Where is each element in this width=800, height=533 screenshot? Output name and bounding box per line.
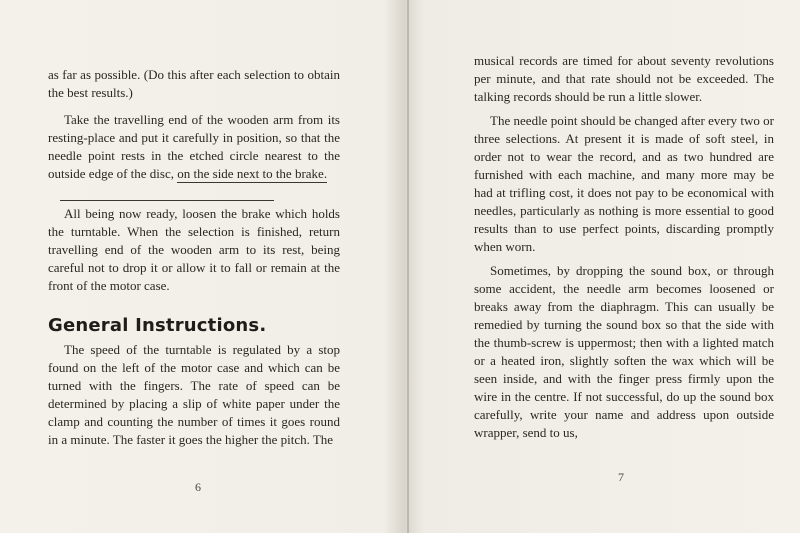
left-paragraph-2-text: Take the travelling end of the wooden arm from its resting-place and put it carefully in position, so that the needle point rests in the etched circle nearest to the outside edge of the disc,	[48, 112, 340, 181]
right-page-text	[474, 52, 774, 442]
book-gutter	[407, 0, 409, 533]
right-paragraph-1: musical records are timed for about seventy revolutions per minute, and that rate should not be exceeded. The talking records should be run a little slower.	[474, 53, 774, 104]
left-page-text	[48, 66, 340, 183]
left-paragraph-2	[48, 111, 340, 183]
general-instructions-heading: General Instructions.	[48, 315, 267, 336]
page-number-left: 6	[195, 480, 201, 494]
right-paragraph-3: Sometimes, by dropping the sound box, or through some accident, the needle arm becomes loosened or breaks away from the diaphragm. This can usually be remedied by turning the sound box so that the side with the thumb-screw is uppermost; then with a lighted match or a heated iron, slightly soften the wax which will be seen inside, and with the finger press firmly upon the wire in the centre. If not successful, do up the sound box carefully, write your name and address upon outside wrapper, send to us,	[474, 263, 774, 440]
left-page-text-lower	[48, 205, 340, 449]
right-paragraph-2: The needle point should be changed after every two or three selections. At present it is made of soft steel, in order not to wear the record, and as two hundred are furnished with each machine, and many more may be had at trifling cost, it does not pay to be economical with needles, particularly as nothing is more essential to good results than to use perfect points, discarding promptly when worn.	[474, 113, 774, 254]
right-page	[410, 0, 800, 533]
underlined-brake-text: on the side next to the brake.	[177, 166, 328, 181]
separator-rule	[60, 200, 274, 201]
page-number-right: 7	[618, 470, 624, 484]
left-paragraph-4: The speed of the turntable is regulated by a stop found on the left of the motor case and which can be turned with the fingers. The rate of speed can be determined by placing a slip of white paper under the clamp and counting the number of times it goes round in a minute. The faster it goes the higher the pitch. The	[48, 342, 340, 447]
left-paragraph-3: All being now ready, loosen the brake which holds the turntable. When the selection is finished, return travelling end of the wooden arm to its rest, being careful not to drop it or allow it to fall or remain at the front of the motor case.	[48, 206, 340, 293]
left-paragraph-1: as far as possible. (Do this after each selection to obtain the best results.)	[48, 67, 340, 100]
